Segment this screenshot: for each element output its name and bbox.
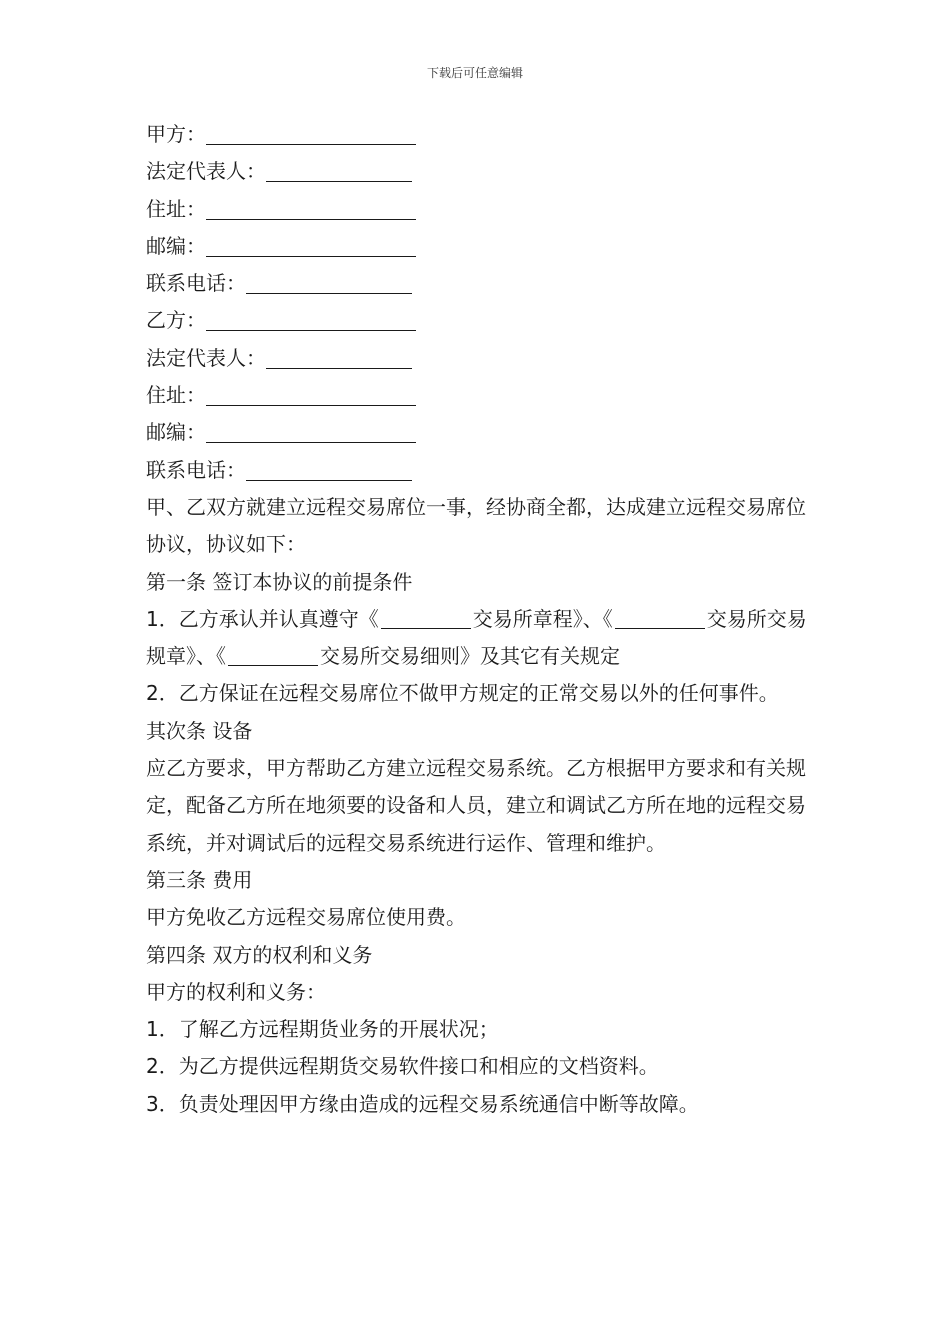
article-2-title: 其次条 设备: [146, 718, 253, 743]
party-b-name-blank: [206, 308, 416, 331]
article-1-item-2: 2．乙方保证在远程交易席位不做甲方规定的正常交易以外的任何事件。: [146, 681, 779, 706]
article-4-subtitle: 甲方的权利和义务：: [146, 979, 326, 1004]
party-b-zip-line: [146, 414, 808, 451]
exchange-name-blank-1: [381, 608, 471, 629]
article-3-body: 甲方免收乙方远程交易席位使用费。: [146, 905, 466, 930]
party-a-zip-label: 邮编：: [146, 233, 206, 258]
article-4-item: 3．负责处理因甲方缘由造成的远程交易系统通信中断等故障。: [146, 1091, 699, 1116]
article-1-item-1-part-a: 1．乙方承认并认真遵守《: [146, 606, 379, 631]
party-b-phone-label: 联系电话：: [146, 457, 246, 482]
article-1-title: 第一条 签订本协议的前提条件: [146, 569, 413, 594]
party-b-zip-blank: [206, 420, 416, 443]
party-a-name-line: [146, 116, 808, 153]
party-b-phone-blank: [246, 458, 412, 481]
party-a-rep-line: [146, 153, 808, 190]
party-a-addr-label: 住址：: [146, 196, 206, 221]
article-1-item-1-part-d: 交易所交易细则》及其它有关规定: [320, 644, 620, 669]
party-a-name-label: 甲方：: [146, 122, 206, 146]
party-b-rep-blank: [266, 346, 412, 369]
party-b-rep-line: [146, 340, 808, 377]
intro-paragraph: 甲、乙双方就建立远程交易席位一事，经协商全都，达成建立远程交易席位协议，协议如下：: [146, 494, 806, 557]
party-b-phone-line: [146, 452, 808, 489]
party-b-zip-label: 邮编：: [146, 420, 206, 445]
party-b-name-line: [146, 302, 808, 339]
article-4-title: 第四条 双方的权利和义务: [146, 942, 373, 967]
party-a-phone-blank: [246, 271, 412, 294]
party-a-name-blank: [206, 122, 416, 145]
article-4-item: 1．了解乙方远程期货业务的开展状况；: [146, 1017, 499, 1042]
article-1-item-1-part-c: 交易所交易规章》、《: [146, 606, 807, 669]
party-a-zip-line: [146, 228, 808, 265]
article-1-item-1: [146, 601, 808, 676]
article-3-title: 第三条 费用: [146, 867, 253, 892]
exchange-name-blank-3: [228, 645, 318, 666]
article-2-body: 应乙方要求，甲方帮助乙方建立远程交易系统。乙方根据甲方要求和有关规定，配备乙方所在地须要的设备和人员，建立和调试乙方所在地的远程交易系统，并对调试后的远程交易系统进行运作、管理和维护。: [146, 756, 806, 855]
party-b-addr-label: 住址：: [146, 383, 206, 408]
party-b-rep-label: 法定代表人：: [146, 345, 266, 370]
article-1-item-1-part-b: 交易所章程》、《: [472, 606, 613, 631]
party-b-addr-blank: [206, 383, 416, 406]
party-b-addr-line: [146, 377, 808, 414]
party-a-rep-blank: [266, 159, 412, 182]
party-a-addr-line: [146, 191, 808, 228]
party-a-zip-blank: [206, 234, 416, 257]
article-4-item: 2．为乙方提供远程期货交易软件接口和相应的文档资料。: [146, 1054, 659, 1079]
party-a-rep-label: 法定代表人：: [146, 159, 266, 184]
party-a-phone-line: [146, 265, 808, 302]
exchange-name-blank-2: [615, 608, 705, 629]
party-a-phone-label: 联系电话：: [146, 271, 246, 296]
party-a-addr-blank: [206, 197, 416, 220]
page-header-note: 下载后可任意编辑: [426, 66, 523, 80]
party-b-name-label: 乙方：: [146, 308, 206, 333]
contract-body: [146, 116, 808, 1123]
